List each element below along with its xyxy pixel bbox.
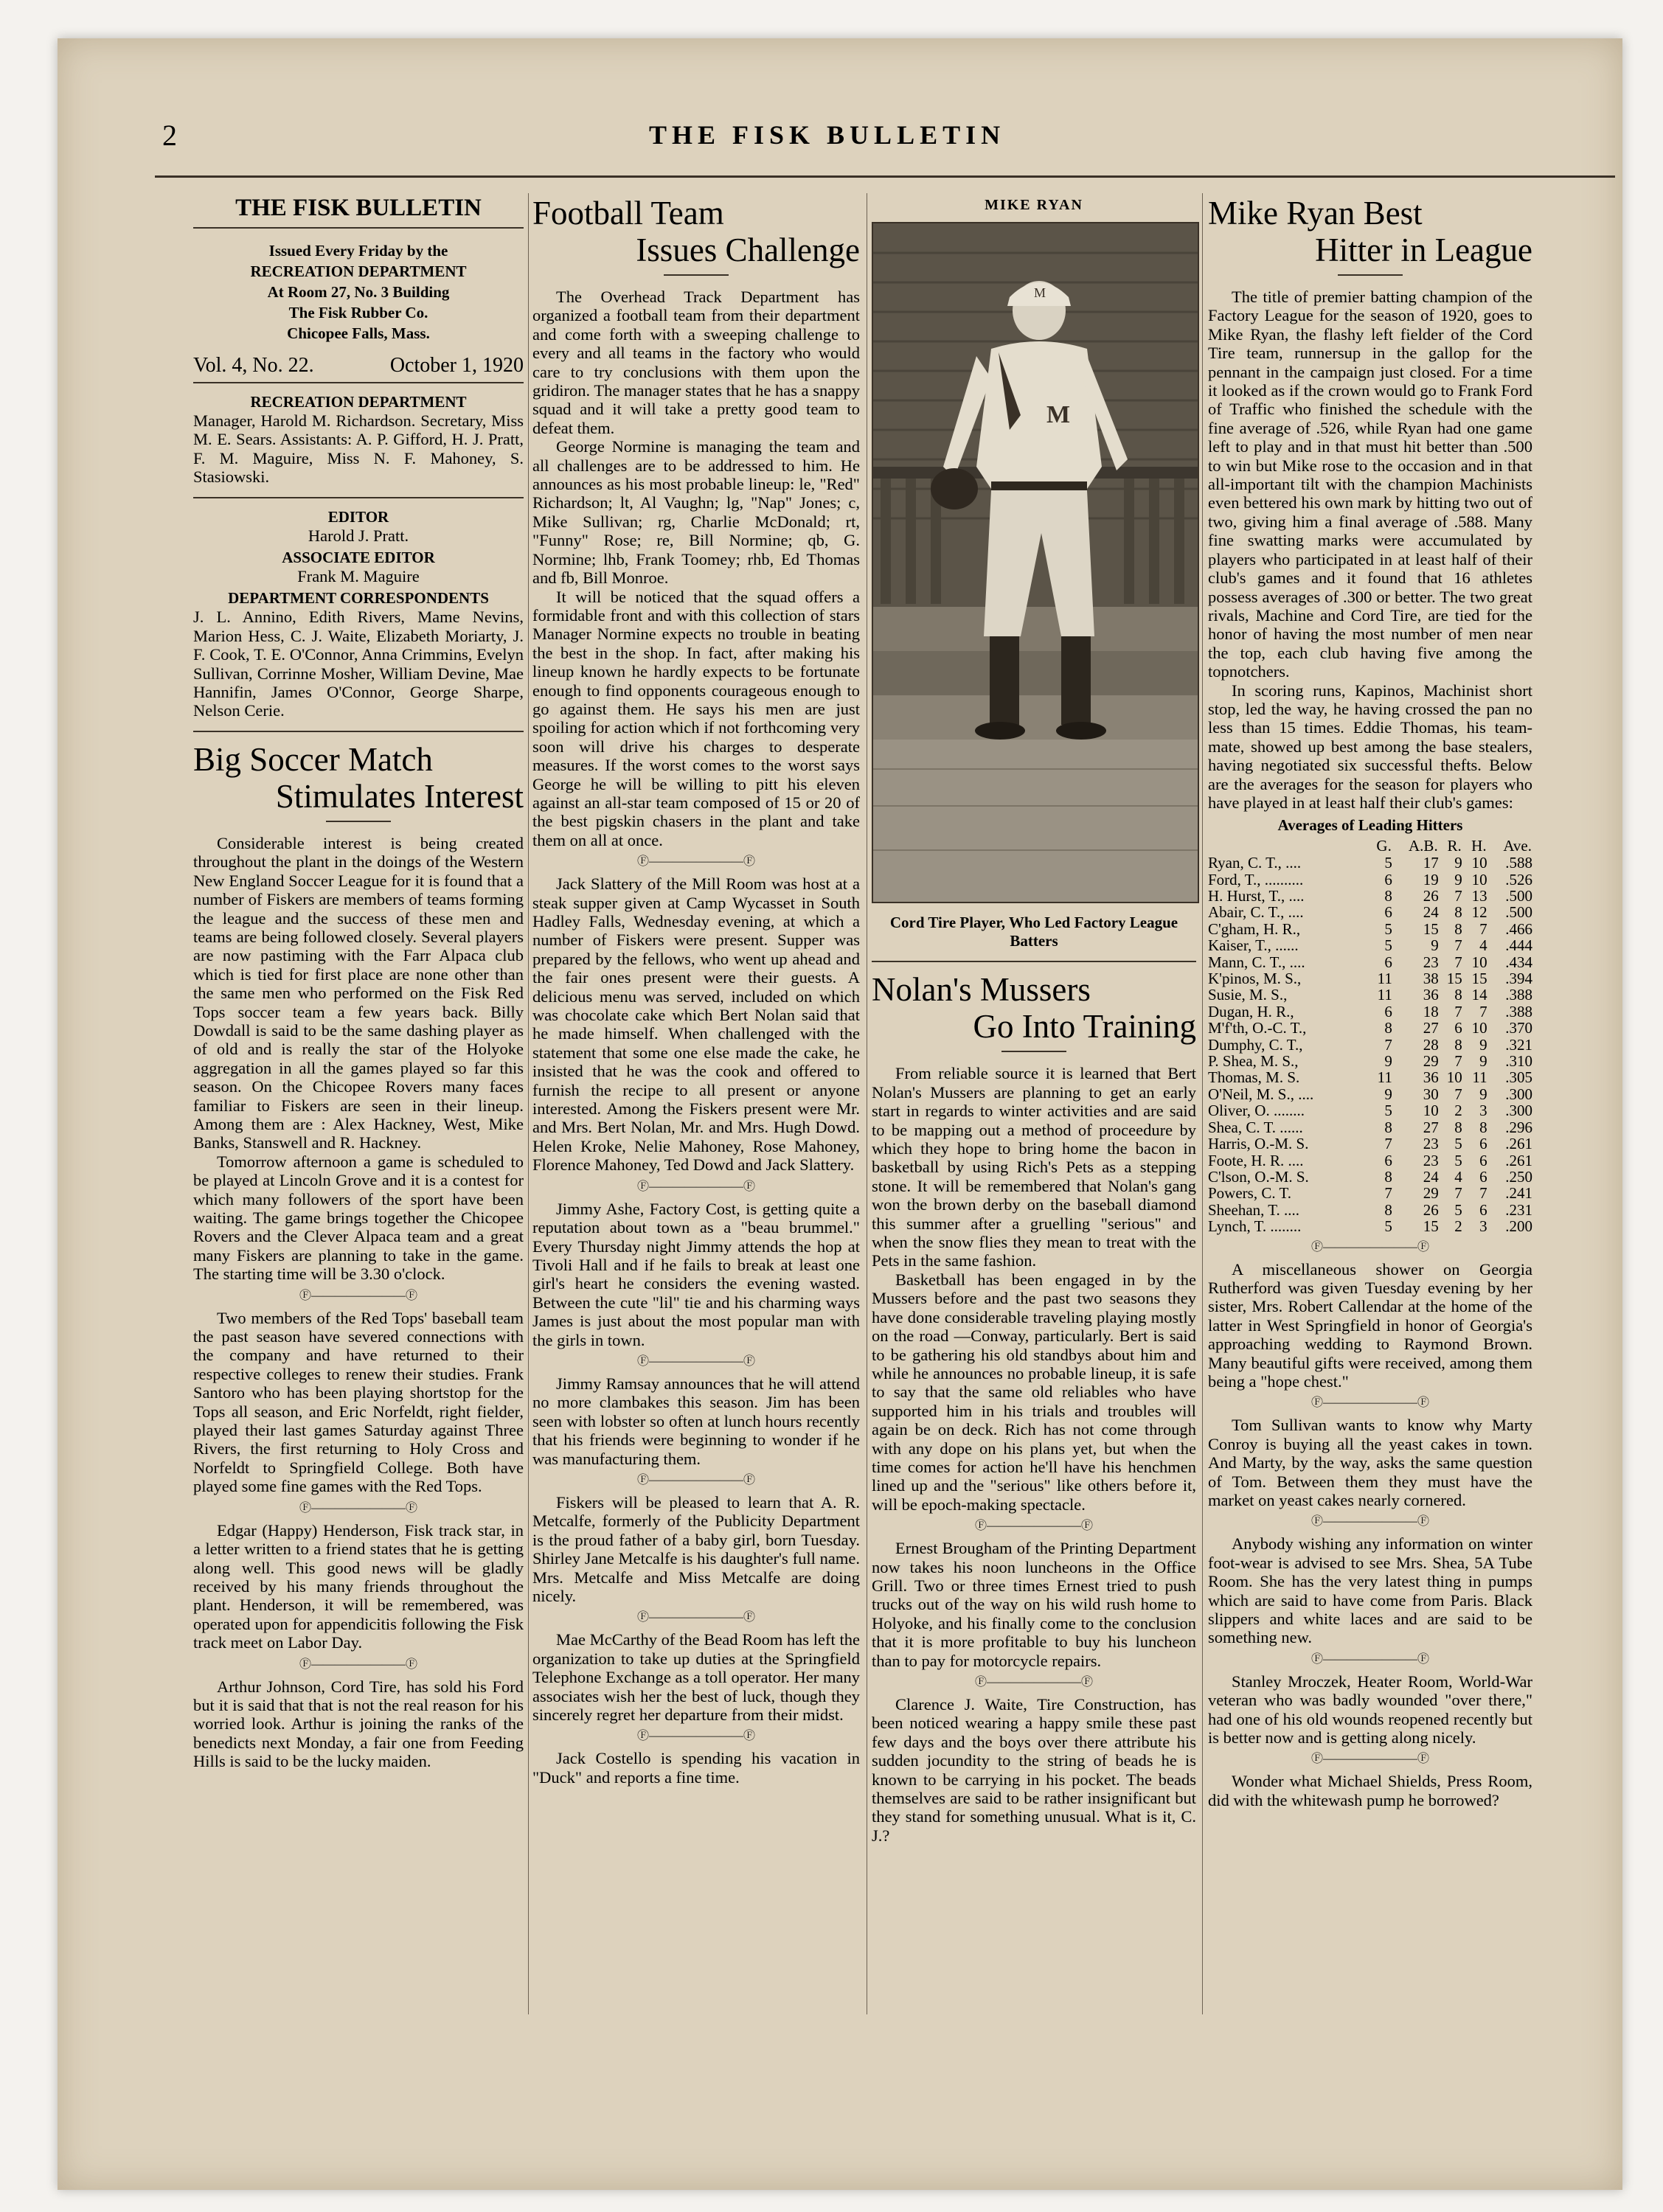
masthead-rule — [193, 731, 524, 732]
editor-name: Harold J. Pratt. — [308, 526, 409, 545]
stat-cell: .526 — [1505, 870, 1532, 888]
stat-cell: 36 — [1423, 986, 1439, 1004]
player-name-cell: Dugan, H. R., — [1208, 1002, 1294, 1020]
baseball-player-photo — [872, 222, 1199, 903]
player-name-cell: Kaiser, T., ...... — [1208, 936, 1299, 955]
stat-cell: 5 — [1384, 1102, 1392, 1120]
stat-cell: 9 — [1454, 870, 1462, 888]
stat-cell: 6 — [1479, 1151, 1487, 1169]
stat-cell: 8 — [1454, 919, 1462, 938]
stat-cell: 7 — [1479, 1002, 1487, 1020]
stat-cell: 15 — [1423, 919, 1439, 938]
column-1 — [193, 193, 524, 1771]
player-name-cell: Ford, T., .......... — [1208, 870, 1304, 888]
masthead-title: THE FISK BULLETIN — [193, 193, 524, 229]
masthead-line: The Fisk Rubber Co. — [288, 304, 428, 321]
table-row — [1208, 1119, 1532, 1135]
table-row — [1208, 1218, 1532, 1234]
player-name-cell: H. Hurst, T., .... — [1208, 887, 1305, 905]
column-2 — [532, 193, 860, 1787]
stat-cell: 8 — [1384, 887, 1392, 905]
player-name-cell: Abair, C. T., .... — [1208, 903, 1304, 922]
player-name-cell: C'gham, H. R., — [1208, 919, 1301, 938]
stat-cell: 9 — [1431, 936, 1439, 955]
news-item: A miscellaneous shower on Georgia Rutherford was given Tuesday evening by her sister, Mrs. Robert Callendar at the home of the latter in West Springfield in honor of Georgia's approaching wedding to Raymond Brown. Many beautiful gifts were received, among them being a "hope chest." — [1208, 1259, 1532, 1391]
masthead-line: Chicopee Falls, Mass. — [287, 324, 430, 342]
news-item: Jimmy Ashe, Factory Cost, is getting quite a reputation about town as a "beau brummel." Every Thursday night Jimmy attends the hop at Tivoli Hall and if he fails to break at least one girl's heart he considers the evening wasted. Between the cute "lil" tie and his charming ways James is just about the most popular man with the girls in town. — [532, 1199, 860, 1349]
stat-cell: 2 — [1454, 1102, 1462, 1120]
volume-number: Vol. 4, No. 22. — [193, 354, 314, 377]
table-row — [1208, 1053, 1532, 1069]
player-name-cell: Thomas, M. S. — [1208, 1068, 1300, 1087]
stat-cell: .444 — [1505, 936, 1532, 955]
stat-cell: .296 — [1505, 1118, 1532, 1136]
header-rule — [155, 175, 1615, 178]
stat-cell: 23 — [1423, 1151, 1439, 1169]
stat-cell: 6 — [1454, 1019, 1462, 1037]
dept-staff: Manager, Harold M. Richardson. Secretary, Miss M. E. Sears. Assistants: A. P. Gifford, H. J. Pratt, F. M. Maguire, Miss N. F. Mahoney, S. Stasiowski. — [193, 411, 524, 487]
stat-cell: 7 — [1479, 1184, 1487, 1203]
soccer-headline: Big Soccer Match Stimulates Interest — [193, 740, 524, 815]
stat-cell: 15 — [1423, 1217, 1439, 1236]
stat-cell: 8 — [1454, 1035, 1462, 1054]
news-item: Edgar (Happy) Henderson, Fisk track star, in a letter written to a friend states that he is getting along well. This good news will be gladly received by his many friends throughout the plant. Henderson, it will be remembered, was operated upon for appendicitis following the Fisk track meet on Labor Day. — [193, 1520, 524, 1652]
stat-cell: 9 — [1384, 1052, 1392, 1071]
stat-cell: 7 — [1384, 1135, 1392, 1153]
stat-cell: 24 — [1423, 903, 1439, 922]
item-divider: Ⓕ————————Ⓕ — [1310, 1240, 1429, 1253]
stat-cell: 10 — [1471, 953, 1487, 971]
stat-cell: 7 — [1384, 1035, 1392, 1054]
player-name-cell: Powers, C. T. — [1208, 1184, 1291, 1203]
stat-cell: 3 — [1479, 1102, 1487, 1120]
stat-cell: 8 — [1454, 1118, 1462, 1136]
item-divider: Ⓕ————————Ⓕ — [636, 855, 755, 869]
news-item: Fiskers will be pleased to learn that A. R. Metcalfe, formerly of the Publicity Department is the proud father of a baby girl, born Tuesday. Shirley Jane Metcalfe is his daughter's full name. Mrs. Metcalfe and Miss Metcalfe are doing nicely. — [532, 1492, 860, 1605]
table-row — [1208, 1202, 1532, 1218]
table-row — [1208, 1135, 1532, 1152]
news-item: Jack Costello is spending his vacation in "Duck" and reports a fine time. — [532, 1749, 860, 1787]
table-row — [1208, 1020, 1532, 1036]
news-item: Clarence J. Waite, Tire Construction, has been noticed wearing a happy smile these past few days and the boys over there attribute his sudden jocundity to the string of beads he is known to be carrying in his pocket. The beads themselves are said to be rather insignificant but they stand for something unusual. What is it, C. J.? — [872, 1695, 1196, 1845]
news-item: Wonder what Michael Shields, Press Room, did with the whitewash pump he borrowed? — [1208, 1772, 1532, 1809]
stat-cell: 6 — [1384, 903, 1392, 922]
stat-cell: 24 — [1423, 1167, 1439, 1186]
headline-rule — [326, 821, 391, 822]
page-number: 2 — [162, 119, 177, 152]
player-name-cell: Dumphy, C. T., — [1208, 1035, 1303, 1054]
stat-cell: 8 — [1384, 1019, 1392, 1037]
stat-cell: 6 — [1479, 1167, 1487, 1186]
editor-heading: EDITOR — [327, 507, 389, 526]
section-rule — [872, 961, 1196, 962]
mussers-headline: Nolan's Mussers Go Into Training — [872, 971, 1196, 1046]
stat-cell: .310 — [1505, 1052, 1532, 1071]
football-paragraph: The Overhead Track Department has organized a football team from their department and come forth with a sweeping challenge to every and all teams in the factory who would care to try conclusions with them upon the gridiron. The manager states that he has a snappy squad and it will take a pretty good team to defeat them. — [532, 288, 860, 437]
stat-cell: .388 — [1505, 986, 1532, 1004]
item-divider: Ⓕ————————Ⓕ — [1310, 1515, 1429, 1528]
stat-cell: .250 — [1505, 1167, 1532, 1186]
stat-cell: .241 — [1505, 1184, 1532, 1203]
player-name-cell: Shea, C. T. ...... — [1208, 1118, 1303, 1136]
player-name-cell: Sheehan, T. .... — [1208, 1200, 1300, 1219]
stat-cell: 5 — [1454, 1135, 1462, 1153]
item-divider: Ⓕ————————Ⓕ — [299, 1289, 417, 1302]
stat-cell: .388 — [1505, 1002, 1532, 1020]
ryan-headline: Mike Ryan Best Hitter in League — [1208, 195, 1532, 268]
player-name-cell: M'f'th, O.-C. T., — [1208, 1019, 1307, 1037]
player-name-cell: C'lson, O.-M. S. — [1208, 1167, 1309, 1186]
stat-cell: 6 — [1384, 870, 1392, 888]
stat-cell: 8 — [1384, 1167, 1392, 1186]
stat-cell: 10 — [1471, 854, 1487, 872]
table-body — [1208, 855, 1532, 1234]
table-row — [1208, 872, 1532, 888]
stat-cell: 5 — [1384, 936, 1392, 955]
stat-cell: 10 — [1471, 870, 1487, 888]
player-name-cell: Susie, M. S., — [1208, 986, 1288, 1004]
item-divider: Ⓕ————————Ⓕ — [299, 1658, 417, 1671]
stat-cell: 7 — [1479, 919, 1487, 938]
stat-cell: 15 — [1446, 970, 1462, 988]
item-divider: Ⓕ————————Ⓕ — [1310, 1397, 1429, 1410]
news-item: Anybody wishing any information on winter foot-wear is advised to see Mrs. Shea, 5A Tube Room. She has the very latest thing in pumps which are said to have come from Paris. Black slippers and white laces and are said to be something new. — [1208, 1534, 1532, 1647]
stat-cell: .370 — [1505, 1019, 1532, 1037]
stat-cell: 7 — [1384, 1184, 1392, 1203]
item-divider: Ⓕ————————Ⓕ — [636, 1180, 755, 1193]
photo-title: MIKE RYAN — [985, 197, 1083, 213]
stat-cell: 23 — [1423, 1135, 1439, 1153]
column-header: A.B. — [1409, 836, 1438, 855]
news-item: Two members of the Red Tops' baseball team the past season have severed connections with the company and have returned to their respective colleges to renew their studies. Frank Santoro who has been playing shortstop for the Tops all season, and Eric Norfeldt, right fielder, played their last games Saturday against Three Rivers, the first returning to Holy Cross and Norfeldt to Springfield College. Both have played some fine games with the Red Tops. — [193, 1308, 524, 1496]
column-header: H. — [1471, 836, 1487, 855]
stat-cell: 7 — [1454, 1085, 1462, 1103]
news-item: Ernest Brougham of the Printing Department now takes his noon luncheons in the Office Grill. Two or three times Ernest tried to push trucks out of the way on his wild rush home to Holyoke, and his finally come to the conclusion that it is more profitable to buy his luncheon than to pay for motorcycle repairs. — [872, 1539, 1196, 1670]
stat-cell: 10 — [1446, 1068, 1462, 1087]
stat-cell: 27 — [1423, 1019, 1439, 1037]
stat-cell: .321 — [1505, 1035, 1532, 1054]
item-divider: Ⓕ————————Ⓕ — [1310, 1753, 1429, 1766]
item-divider: Ⓕ————————Ⓕ — [299, 1501, 417, 1514]
correspondents-heading: DEPARTMENT CORRESPONDENTS — [228, 589, 489, 608]
stat-cell: 8 — [1454, 903, 1462, 922]
table-row — [1208, 937, 1532, 953]
stat-cell: .200 — [1505, 1217, 1532, 1236]
stat-cell: 17 — [1423, 854, 1439, 872]
stat-cell: 27 — [1423, 1118, 1439, 1136]
associate-editor-name: Frank M. Maguire — [297, 567, 420, 586]
stat-cell: 5 — [1384, 854, 1392, 872]
dept-heading: RECREATION DEPARTMENT — [250, 393, 467, 411]
table-row — [1208, 1037, 1532, 1053]
table-row — [1208, 1152, 1532, 1169]
stat-cell: 5 — [1454, 1151, 1462, 1169]
player-name-cell: Harris, O.-M. S. — [1208, 1135, 1309, 1153]
ryan-paragraph: The title of premier batting champion of the Factory League for the season of 1920, goes to Mike Ryan, the flashy left fielder of the Cord Tire team, runnersup in the gallop for the pennant in the campaign just closed. For a time it looked as if the crown would go to Frank Ford of Traffic who finished the schedule with the fine average of .526, while Ryan had one game left to play and in that must hit better than .500 to win but Mike rose to the occasion and in that all-important tilt with the champion Machinists even bettered his own mark by hitting two out of two, giving him a final average of .588. Many fine swatting marks were accumulated by players who participated in at least half of their club's games and it found that 16 athletes possess averages of .300 or better. The two great rivals, Machine and Cord Tire, are tied for the honor of having the most number of men near the top, each club having five among the topnotchers. — [1208, 288, 1532, 681]
stat-cell: .500 — [1505, 903, 1532, 922]
stat-cell: 28 — [1423, 1035, 1439, 1054]
stat-cell: 9 — [1454, 854, 1462, 872]
stat-cell: .261 — [1505, 1151, 1532, 1169]
stat-cell: 7 — [1454, 1052, 1462, 1071]
stat-cell: 9 — [1479, 1052, 1487, 1071]
item-divider: Ⓕ————————Ⓕ — [636, 1730, 755, 1743]
table-row — [1208, 888, 1532, 904]
football-paragraph: It will be noticed that the squad offers a formidable front and with this collection of stars Manager Normine expects no trouble in beating the best in the shop. In fact, after making his lineup known he hardly expects to be fortunate enough to find opponents courageous enough to go against them. He says his men are just spoiling for action which if not forthcoming very soon will drive his charges to desperate measures. If the worst comes to the worst says George he will be willing to pitt his eleven against an all-star team composed of 15 or 20 of the best pigskin chasers in the plant and take them on all at once. — [532, 587, 860, 849]
football-headline: Football Team Issues Challenge — [532, 195, 860, 268]
player-name-cell: Lynch, T. ........ — [1208, 1217, 1302, 1236]
column-rule — [1202, 193, 1203, 2014]
news-item: Mae McCarthy of the Bead Room has left the organization to take up duties at the Springfield Telephone Exchange as a toll operator. Her many associates wish her the best of luck, though they sincerely regret her departure from their midst. — [532, 1630, 860, 1725]
stat-cell: .588 — [1505, 854, 1532, 872]
stat-cell: 6 — [1384, 953, 1392, 971]
stat-cell: 11 — [1377, 1068, 1392, 1087]
stat-cell: 29 — [1423, 1184, 1439, 1203]
stat-cell: 9 — [1479, 1085, 1487, 1103]
stat-cell: .300 — [1505, 1102, 1532, 1120]
news-item: Jack Slattery of the Mill Room was host at a steak supper given at Camp Wycasset in South Hadley Falls, Wednesday evening, at which a number of Fiskers were present. Supper was prepared by the fellows, who went up ahead and the fair ones present were their guests. A delicious menu was served, included on which was chocolate cake which Bert Nolan said that he made himself. When challenged with the statement that some one else made the cake, he insisted that he was the cook and offered to furnish the recipe to all present or anyone interested. Among the Fiskers present were Mr. and Mrs. Bert Nolan, Mr. and Mrs. Hugh Dowd. Helen Kroke, Nelie Mahoney, Rose Mahoney, Florence Mahoney, Ted Dowd and Jack Slattery. — [532, 874, 860, 1175]
table-row — [1208, 1185, 1532, 1201]
item-divider: Ⓕ————————Ⓕ — [974, 1676, 1093, 1688]
column-rule — [528, 193, 529, 2014]
stat-cell: .261 — [1505, 1135, 1532, 1153]
table-row — [1208, 921, 1532, 937]
player-name-cell: O'Neil, M. S., .... — [1208, 1085, 1314, 1103]
stat-cell: 5 — [1384, 919, 1392, 938]
stat-cell: 36 — [1423, 1068, 1439, 1087]
stat-cell: 6 — [1384, 1002, 1392, 1020]
stat-cell: 6 — [1384, 1151, 1392, 1169]
table-row — [1208, 970, 1532, 987]
stat-cell: 9 — [1479, 1035, 1487, 1054]
stat-cell: 29 — [1423, 1052, 1439, 1071]
player-name-cell: Foote, H. R. .... — [1208, 1151, 1304, 1169]
stat-cell: 38 — [1423, 970, 1439, 988]
stat-cell: 5 — [1454, 1200, 1462, 1219]
stat-cell: 3 — [1479, 1217, 1487, 1236]
stat-cell: 8 — [1384, 1200, 1392, 1219]
mussers-paragraph: Basketball has been engaged in by the Mussers before and the past two seasons they have done considerable traveling playing mostly on the road —Conway, particularly. Bert is said to be gathering his old standbys about him and while he announces no probable lineup, it is safe to say that the same old reliables who have supported him in his trials and troubles will again be on deck. Rich has not come through with any dope on his plans yet, but when the time comes for action he'll have his henchmen lined up and the "serious" like others before it, will be epoch-making spectacle. — [872, 1270, 1196, 1514]
stat-cell: 30 — [1423, 1085, 1439, 1103]
column-header: G. — [1376, 836, 1392, 855]
stat-cell: 15 — [1471, 970, 1487, 988]
stat-cell: 8 — [1384, 1118, 1392, 1136]
headline-rule — [664, 274, 729, 276]
stat-cell: 7 — [1454, 1184, 1462, 1203]
stat-cell: 11 — [1377, 986, 1392, 1004]
player-name-cell: K'pinos, M. S., — [1208, 970, 1302, 988]
stat-cell: 8 — [1454, 986, 1462, 1004]
mussers-paragraph: From reliable source it is learned that Bert Nolan's Mussers are planning to get an early start in regards to winter activities and are said to be mapping out a method of proceedure by which they hope to bring home the bacon in basketball by using Rich's Pets as a stepping stone. It will be remembered that Nolan's gang won the brown derby on the baseball diamond this summer after a gruelling "serious" and when the snow flies they mean to treat with the Pets in the same fashion. — [872, 1064, 1196, 1270]
averages-title: Averages of Leading Hitters — [1277, 816, 1463, 835]
table-row — [1208, 987, 1532, 1003]
column-header: Ave. — [1503, 836, 1532, 855]
batting-averages-table — [1208, 837, 1532, 1235]
stat-cell: 6 — [1479, 1135, 1487, 1153]
stat-cell: 10 — [1471, 1019, 1487, 1037]
table-row — [1208, 1102, 1532, 1119]
photo-caption: Cord Tire Player, Who Led Factory League Batters — [889, 914, 1178, 950]
stat-cell: 11 — [1377, 970, 1392, 988]
masthead-line: RECREATION DEPARTMENT — [250, 262, 467, 280]
stat-cell: 10 — [1423, 1102, 1439, 1120]
masthead-line: Issued Every Friday by the — [268, 242, 448, 260]
ryan-paragraph: In scoring runs, Kapinos, Machinist short stop, led the way, he having crossed the pan no less than 15 times. Eddie Thomas, his team-mate, showed up best among the base stealers, having negotiated six successful thefts. Below are the averages for the season for players who have played in at least half their club's games: — [1208, 681, 1532, 812]
news-item: Tom Sullivan wants to know why Marty Conroy is buying all the yeast cakes in town. And Marty, by the way, asks the same question of Tom. Between them they must have the market on yeast cakes nearly cornered. — [1208, 1416, 1532, 1509]
football-paragraph: George Normine is managing the team and all challenges are to be addressed to him. He announces as his most probable lineup: le, "Red" Richardson; lt, Al Vaughn; lg, "Nap" Jones; c, Mike Sullivan; rg, Charlie McDonald; rt, "Funny" Rose; re, Bill Normine; qb, G. Normine; lhb, Frank Toomey; rhb, Ed Thomas and fb, Bill Monroe. — [532, 437, 860, 588]
table-row — [1208, 1086, 1532, 1102]
table-row — [1208, 1069, 1532, 1085]
item-divider: Ⓕ————————Ⓕ — [636, 1611, 755, 1624]
stat-cell: 19 — [1423, 870, 1439, 888]
svg-text:M: M — [1034, 285, 1046, 301]
stat-cell: 14 — [1471, 986, 1487, 1004]
stat-cell: 11 — [1472, 1068, 1487, 1087]
item-divider: Ⓕ————————Ⓕ — [636, 1354, 755, 1368]
masthead-line: At Room 27, No. 3 Building — [267, 283, 450, 301]
soccer-paragraph: Tomorrow afternoon a game is scheduled to be played at Lincoln Grove and it is a contest for which many followers of the sport have been waiting. The game brings together the Chicopee Rovers and the Clever Alpaca team and a great many Fiskers are planning to take in the game. The starting time will be 3.30 o'clock. — [193, 1152, 524, 1284]
running-title: THE FISK BULLETIN — [649, 120, 1006, 150]
stat-cell: .434 — [1505, 953, 1532, 971]
column-3 — [872, 193, 1196, 1845]
soccer-paragraph: Considerable interest is being created throughout the plant in the doings of the Western New England Soccer League for it is found that a number of Fiskers are members of teams forming the league and the success of these men and teams are being followed closely. Several players are now pastiming with the Farr Alpaca club which is tied for first place are none other than the same men who performed on the Fisk Red Tops soccer team a few years back. Billy Dowdall is said to be the same dashing player as of old and is really the star of the Holyoke aggregation in all the games played so far this season. On the Chicopee Rovers many faces familiar to Fiskers are seen in their lineup. Among them are : Alex Hackney, West, Mike Banks, Stanswell and R. Hackney. — [193, 833, 524, 1152]
table-row — [1208, 1169, 1532, 1185]
headline-rule — [1001, 1051, 1066, 1052]
stat-cell: .231 — [1505, 1200, 1532, 1219]
stat-cell: 7 — [1454, 936, 1462, 955]
column-header: R. — [1447, 836, 1462, 855]
player-name-cell: Mann, C. T., .... — [1208, 953, 1305, 971]
volume-line — [193, 352, 524, 383]
correspondents-list: J. L. Annino, Edith Rivers, Mame Nevins, Marion Hess, C. J. Waite, Elizabeth Moriarty, J. F. Cook, T. E. O'Connor, Anna Crimmins, Evelyn Sullivan, Corrinne Mosher, William Devine, Mae Hannifin, James O'Connor, George Sharpe, Nelson Cerie. — [193, 608, 524, 720]
table-row — [1208, 1004, 1532, 1020]
associate-editor-heading: ASSOCIATE EDITOR — [282, 549, 435, 567]
player-name-cell: P. Shea, M. S., — [1208, 1052, 1299, 1071]
player-photo-image — [873, 223, 1198, 902]
masthead-rule — [193, 497, 524, 498]
stat-cell: 26 — [1423, 887, 1439, 905]
stat-cell: 13 — [1471, 887, 1487, 905]
stat-cell: 7 — [1454, 953, 1462, 971]
stat-cell: 23 — [1423, 953, 1439, 971]
stat-cell: 6 — [1479, 1200, 1487, 1219]
stat-cell: 26 — [1423, 1200, 1439, 1219]
player-name-cell: Ryan, C. T., .... — [1208, 854, 1302, 872]
item-divider: Ⓕ————————Ⓕ — [636, 1473, 755, 1486]
item-divider: Ⓕ————————Ⓕ — [1310, 1652, 1429, 1666]
player-name-cell: Oliver, O. ........ — [1208, 1102, 1305, 1120]
stat-cell: 7 — [1454, 1002, 1462, 1020]
stat-cell: 18 — [1423, 1002, 1439, 1020]
stat-cell: 4 — [1479, 936, 1487, 955]
column-4 — [1208, 193, 1532, 1809]
stat-cell: .466 — [1505, 919, 1532, 938]
stat-cell: .394 — [1505, 970, 1532, 988]
stat-cell: 7 — [1454, 887, 1462, 905]
stat-cell: .305 — [1505, 1068, 1532, 1087]
table-header-row — [1208, 837, 1532, 855]
stat-cell: .500 — [1505, 887, 1532, 905]
stat-cell: 4 — [1454, 1167, 1462, 1186]
stat-cell: .300 — [1505, 1085, 1532, 1103]
item-divider: Ⓕ————————Ⓕ — [974, 1520, 1093, 1533]
headline-rule — [1338, 274, 1403, 276]
stat-cell: 9 — [1384, 1085, 1392, 1103]
news-item: Jimmy Ramsay announces that he will attend no more clambakes this season. Jim has been seen with lobster so often at lunch hours recently that his friends were beginning to wonder if he was manufacturing them. — [532, 1374, 860, 1468]
stat-cell: 8 — [1479, 1118, 1487, 1136]
running-header — [162, 111, 1313, 162]
table-row — [1208, 954, 1532, 970]
stat-cell: 12 — [1471, 903, 1487, 922]
svg-text:M: M — [1046, 401, 1071, 429]
stat-cell: 5 — [1384, 1217, 1392, 1236]
table-row — [1208, 904, 1532, 920]
table-row — [1208, 855, 1532, 871]
stat-cell: 2 — [1454, 1217, 1462, 1236]
issue-date: October 1, 1920 — [389, 354, 524, 377]
news-item: Arthur Johnson, Cord Tire, has sold his Ford but it is said that that is not the real reason for his worried look. Arthur is joining the ranks of the benedicts next Monday, a fair one from Feeding Hills is said to be the lucky maiden. — [193, 1677, 524, 1771]
news-item: Stanley Mroczek, Heater Room, World-War veteran who was badly wounded "over there," had one of his old wounds reopened recently but is better now and is getting along nicely. — [1208, 1672, 1532, 1747]
